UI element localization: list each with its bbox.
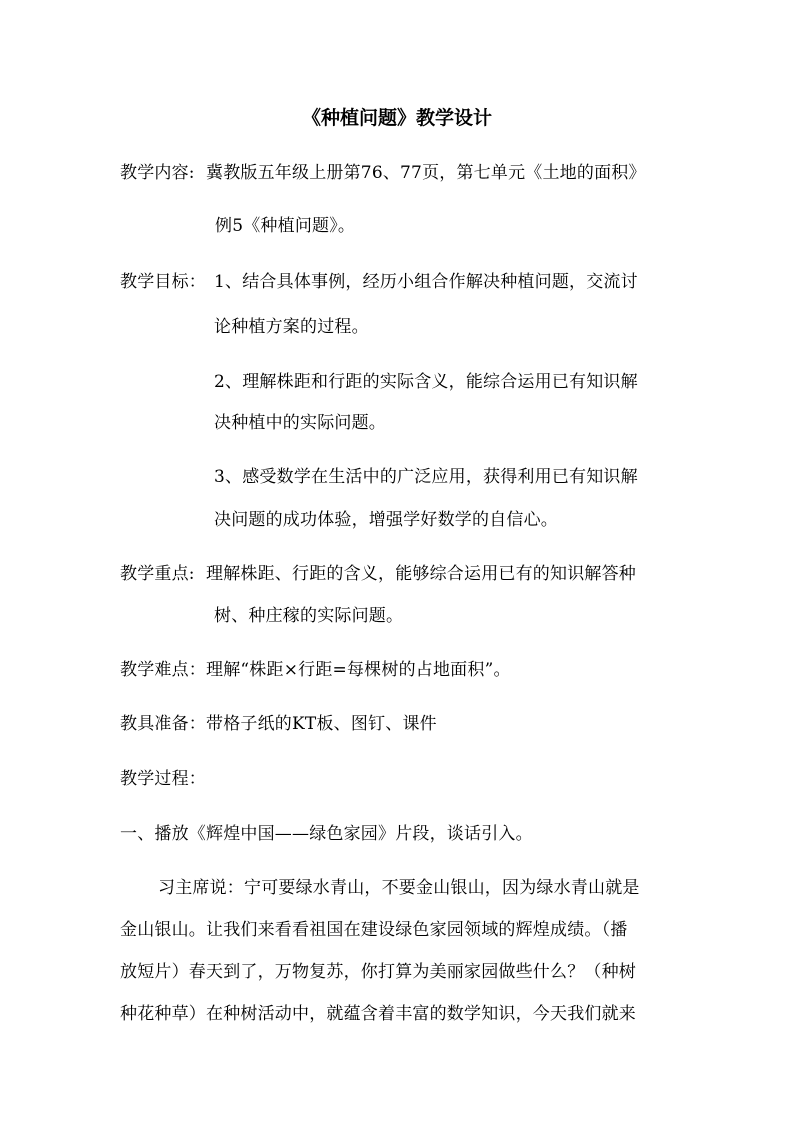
content-line-2: 例5《种植问题》。 — [215, 216, 356, 236]
objective-2-line-1: 2、理解株距和行距的实际含义，能综合运用已有知识解 — [214, 372, 638, 392]
key-points-label: 教学重点: — [120, 564, 195, 584]
objective-1-line-1: 1、结合具体事例，经历小组合作解决种植问题，交流讨 — [214, 272, 638, 292]
document-title: 《种植问题》教学设计 — [301, 107, 492, 129]
content-line-1: 冀教版五年级上册第76、77页，第七单元《土地的面积》 — [206, 163, 646, 183]
paragraph-line-1: 习主席说：宁可要绿水青山，不要金山银山，因为绿水青山就是 — [158, 878, 640, 898]
section-1-heading: 一、播放《辉煌中国——绿色家园》片段，谈话引入。 — [120, 824, 533, 844]
paragraph-line-3: 放短片）春天到了，万物复苏，你打算为美丽家园做些什么？（种树 — [120, 962, 636, 982]
key-points-line-2: 树、种庄稼的实际问题。 — [214, 606, 404, 626]
paragraph-line-2: 金山银山。让我们来看看祖国在建设绿色家园领域的辉煌成绩。（播 — [120, 920, 628, 940]
paragraph-line-4: 种花种草）在种树活动中，就蕴含着丰富的数学知识，今天我们就来 — [120, 1004, 636, 1024]
materials-line: 教具准备：带格子纸的KT板、图钉、课件 — [120, 714, 437, 734]
objective-3-line-2: 决问题的成功体验，增强学好数学的自信心。 — [214, 510, 558, 530]
difficulty-line: 教学难点：理解“株距×行距=每棵树的占地面积”。 — [120, 660, 511, 680]
content-label: 教学内容: — [120, 163, 195, 183]
objective-2-line-2: 决种植中的实际问题。 — [214, 413, 386, 433]
objective-3-line-1: 3、感受数学在生活中的广泛应用，获得利用已有知识解 — [214, 467, 638, 487]
key-points-line-1: 理解株距、行距的含义，能够综合运用已有的知识解答种 — [206, 564, 636, 584]
objective-1-line-2: 论种植方案的过程。 — [214, 317, 369, 337]
objectives-label: 教学目标： — [120, 272, 206, 292]
process-label: 教学过程： — [120, 769, 206, 789]
